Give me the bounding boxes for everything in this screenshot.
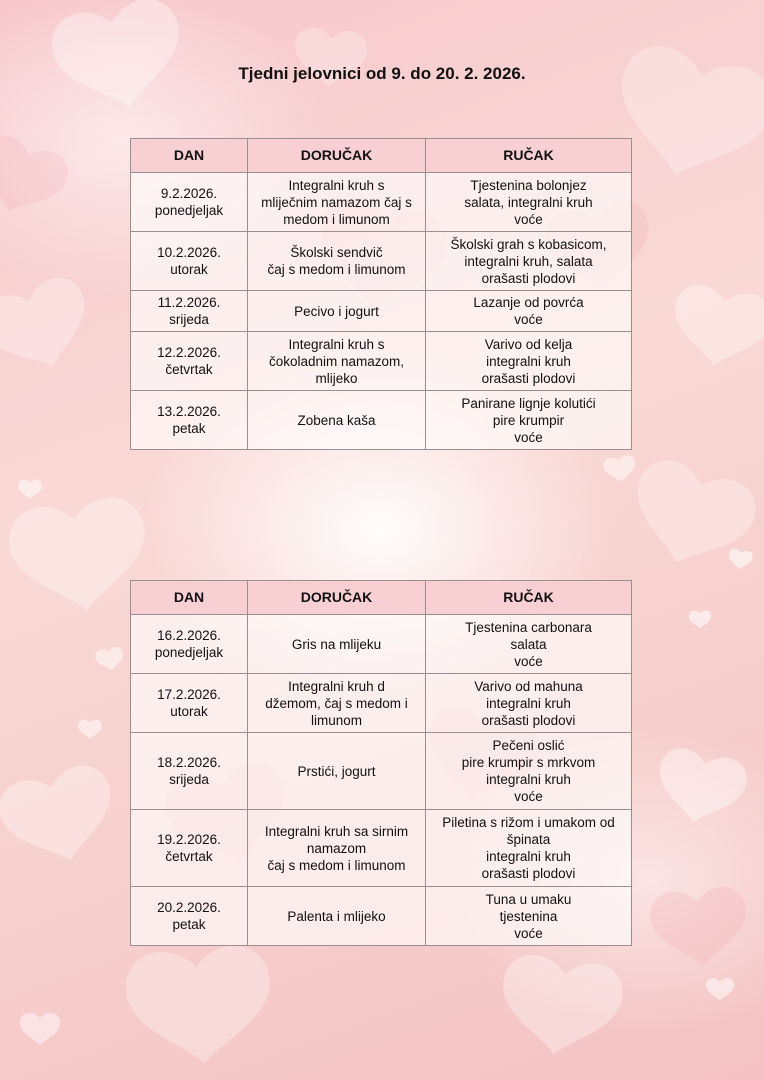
cell-dan xyxy=(131,291,248,332)
dan-line: ponedjeljak xyxy=(154,645,224,660)
cell-dorucak xyxy=(248,232,426,291)
header-dorucak: DORUČAK xyxy=(248,139,426,173)
table-row xyxy=(131,291,632,332)
table-row xyxy=(131,173,632,232)
rucak-line: integralni kruh xyxy=(486,353,571,369)
cell-rucak xyxy=(426,810,632,887)
dan-line: 13.2.2026. xyxy=(157,404,221,419)
table-row xyxy=(131,332,632,391)
header-dorucak: DORUČAK xyxy=(248,581,426,615)
cell-rucak xyxy=(426,173,632,232)
cell-dorucak xyxy=(248,291,426,332)
dorucak-line: medom i limunom xyxy=(283,211,390,227)
rucak-line: integralni kruh, salata xyxy=(464,253,593,269)
dorucak-line: Školski sendvič xyxy=(290,245,383,260)
cell-dorucak xyxy=(248,887,426,946)
cell-dorucak xyxy=(248,810,426,887)
rucak-line: integralni kruh xyxy=(486,772,571,787)
dorucak-line: čaj s medom i limunom xyxy=(267,262,406,277)
table-row xyxy=(131,615,632,674)
cell-dan xyxy=(131,733,248,810)
cell-dan xyxy=(131,887,248,946)
dorucak-line: limunom xyxy=(310,712,362,728)
page-title: Tjedni jelovnici od 9. do 20. 2. 2026. xyxy=(238,64,526,83)
dorucak-line: Gris na mlijeku xyxy=(291,636,382,652)
dorucak-line: čaj s medom i limunom xyxy=(267,857,406,873)
rucak-line: Piletina s rižom i umakom od xyxy=(442,815,615,830)
dan-line: četvrtak xyxy=(165,849,213,864)
rucak-line: tjestenina xyxy=(499,908,558,924)
dan-line: ponedjeljak xyxy=(154,203,224,218)
table-row xyxy=(131,391,632,450)
rucak-line: voće xyxy=(514,653,543,669)
header-rucak: RUČAK xyxy=(426,581,632,615)
rucak-line: Lazanje od povrća xyxy=(473,295,584,310)
dorucak-line: čokoladnim namazom, xyxy=(268,353,405,369)
dan-line: petak xyxy=(172,917,206,932)
cell-rucak xyxy=(426,887,632,946)
cell-dorucak xyxy=(248,391,426,450)
dorucak-line: džemom, čaj s medom i xyxy=(265,695,408,711)
rucak-line: Tuna u umaku xyxy=(485,891,572,907)
rucak-line: Varivo od kelja xyxy=(484,336,573,352)
rucak-line: orašasti plodovi xyxy=(481,370,576,386)
dan-line: 12.2.2026. xyxy=(157,345,221,360)
table-header-row xyxy=(131,581,632,615)
rucak-line: pire krumpir xyxy=(492,412,565,428)
dan-line: 10.2.2026. xyxy=(157,245,221,260)
cell-rucak xyxy=(426,733,632,810)
rucak-line: orašasti plodovi xyxy=(481,270,576,286)
rucak-line: voće xyxy=(514,429,543,445)
dan-line: 19.2.2026. xyxy=(157,832,221,847)
cell-dan xyxy=(131,332,248,391)
cell-dan xyxy=(131,173,248,232)
cell-dan xyxy=(131,391,248,450)
cell-dan xyxy=(131,810,248,887)
dan-line: srijeda xyxy=(169,772,209,787)
rucak-line: voće xyxy=(514,312,543,327)
cell-dorucak xyxy=(248,173,426,232)
table-header-row xyxy=(131,139,632,173)
header-dan: DAN xyxy=(131,581,248,615)
rucak-line: špinata xyxy=(506,832,551,847)
dorucak-line: Integralni kruh s xyxy=(288,177,385,193)
dan-line: srijeda xyxy=(169,312,209,327)
rucak-line: orašasti plodovi xyxy=(481,866,576,881)
rucak-line: Školski grah s kobasicom, xyxy=(450,236,607,252)
dorucak-line: Pecivo i jogurt xyxy=(294,303,379,319)
rucak-line: pire krumpir s mrkvom xyxy=(461,755,596,770)
dan-line: 9.2.2026. xyxy=(160,186,218,201)
dan-line: 16.2.2026. xyxy=(157,628,221,643)
rucak-line: Tjestenina carbonara xyxy=(465,619,592,635)
cell-dorucak xyxy=(248,674,426,733)
rucak-line: Varivo od mahuna xyxy=(474,678,583,694)
dan-line: utorak xyxy=(170,704,208,719)
dan-line: 18.2.2026. xyxy=(157,755,221,770)
cell-rucak xyxy=(426,615,632,674)
menu-table-week-1 xyxy=(130,138,632,450)
dan-line: 11.2.2026. xyxy=(157,295,221,310)
table-row xyxy=(131,810,632,887)
dan-line: 20.2.2026. xyxy=(157,900,221,915)
rucak-line: Tjestenina bolonjez xyxy=(470,177,587,193)
dorucak-line: mliječnim namazom čaj s xyxy=(261,194,412,210)
dan-line: četvrtak xyxy=(165,362,213,377)
cell-rucak xyxy=(426,291,632,332)
dorucak-line: Prstići, jogurt xyxy=(297,763,376,779)
dorucak-line: namazom xyxy=(306,840,367,856)
cell-dan xyxy=(131,674,248,733)
dan-line: petak xyxy=(172,421,206,436)
dan-line: utorak xyxy=(170,262,208,277)
cell-dorucak xyxy=(248,733,426,810)
dorucak-line: Zobena kaša xyxy=(297,412,376,428)
rucak-line: Panirane lignje kolutići xyxy=(461,395,596,411)
rucak-line: salata xyxy=(510,636,547,652)
rucak-line: voće xyxy=(514,925,543,941)
dorucak-line: Integralni kruh s xyxy=(288,336,385,352)
menu-table-week-2 xyxy=(130,580,632,946)
cell-rucak xyxy=(426,391,632,450)
table-row xyxy=(131,733,632,810)
cell-rucak xyxy=(426,232,632,291)
dan-line: 17.2.2026. xyxy=(157,687,221,702)
rucak-line: voće xyxy=(514,789,543,804)
rucak-line: integralni kruh xyxy=(486,849,571,864)
cell-dan xyxy=(131,232,248,291)
table-row xyxy=(131,232,632,291)
dorucak-line: Integralni kruh d xyxy=(288,678,385,694)
dorucak-line: Integralni kruh sa sirnim xyxy=(264,823,409,839)
cell-rucak xyxy=(426,332,632,391)
rucak-line: salata, integralni kruh xyxy=(464,194,593,210)
header-rucak: RUČAK xyxy=(426,139,632,173)
cell-rucak xyxy=(426,674,632,733)
rucak-line: voće xyxy=(514,211,543,227)
dorucak-line: mlijeko xyxy=(315,370,358,386)
table-row xyxy=(131,674,632,733)
rucak-line: integralni kruh xyxy=(486,695,571,711)
cell-dorucak xyxy=(248,615,426,674)
rucak-line: Pečeni oslić xyxy=(492,738,565,753)
cell-dorucak xyxy=(248,332,426,391)
header-dan: DAN xyxy=(131,139,248,173)
cell-dan xyxy=(131,615,248,674)
rucak-line: orašasti plodovi xyxy=(481,712,576,728)
table-row xyxy=(131,887,632,946)
dorucak-line: Palenta i mlijeko xyxy=(287,908,386,924)
